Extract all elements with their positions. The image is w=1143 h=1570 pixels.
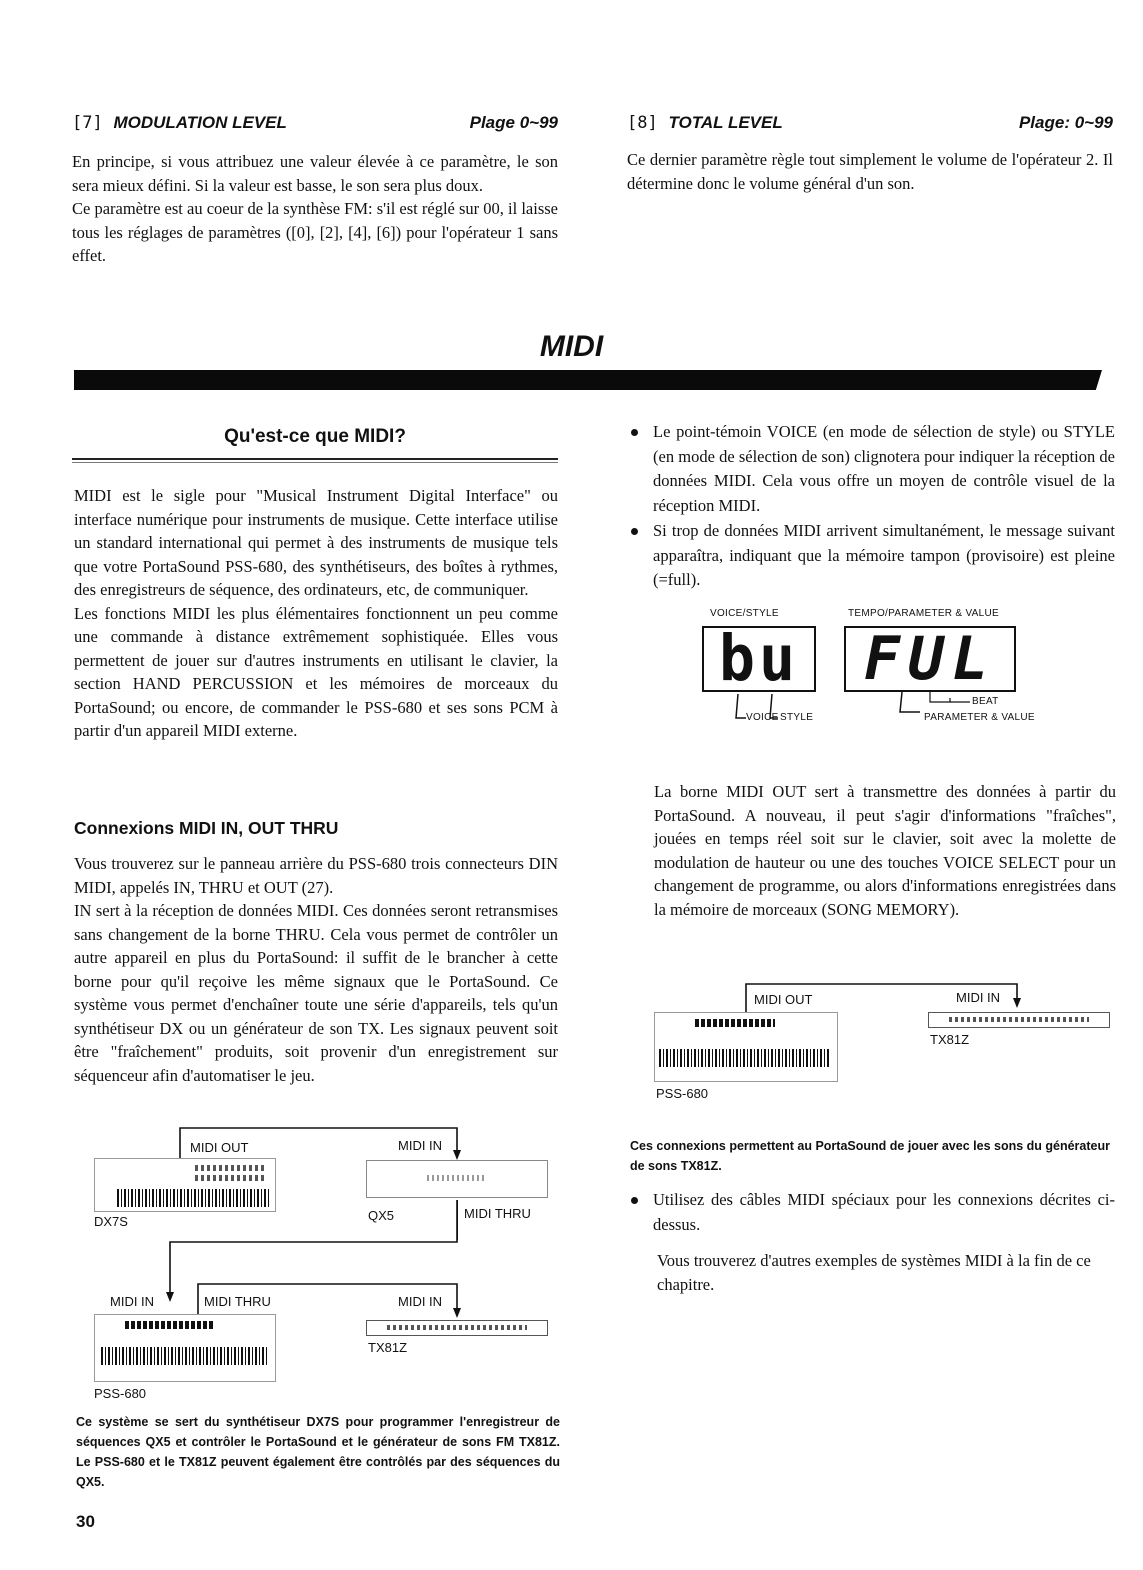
total-level-text: [627, 148, 1113, 195]
cables-list: [627, 1188, 1115, 1238]
what-is-midi-text: [74, 484, 558, 743]
param-range: Plage: 0~99: [1018, 113, 1113, 132]
list-item: Utilisez des câbles MIDI spéciaux pour les connexions décrites ci-dessus.: [627, 1188, 1115, 1237]
param-range: Plage 0~99: [469, 113, 558, 132]
tx81z-unit: [928, 1012, 1110, 1028]
arrow-head: [453, 1308, 461, 1318]
tx81z-label: TX81Z: [368, 1340, 408, 1355]
cable-qx5-thru-to-pss: [170, 1200, 457, 1296]
voice-pointer-label: VOICE: [746, 712, 779, 723]
paragraph: La borne MIDI OUT sert à transmettre des données à partir du PortaSound. A nouveau, il peut s'agir d'informations "fraîches", jouées en temps réel soit sur le clavier, soit avec la molette de modulation de hauteur ou une des touches VOICE SELECT pour un changement de programme, ou alors d'informations enregistrées dans la mémoire de morceaux (SONG MEMORY).: [654, 782, 1116, 919]
label-midi-out: MIDI OUT: [190, 1140, 249, 1155]
label-midi-in: MIDI IN: [956, 990, 1001, 1005]
parameter-pointer-label: PARAMETER & VALUE: [924, 712, 1035, 723]
tempo-parameter-label: TEMPO/PARAMETER & VALUE: [848, 608, 1000, 619]
diagram1-caption: Ce système se sert du synthétiseur DX7S pour programmer l'enregistreur de séquences QX5 et contrôler le PortaSound et le générateur de sons FM TX81Z. Le PSS-680 et le TX81Z peuvent également être contrôlés par des séquences du QX5.: [76, 1415, 560, 1489]
param-title: MODULATION LEVEL: [113, 113, 287, 132]
what-is-midi-heading: Qu'est-ce que MIDI?: [224, 426, 406, 447]
param-code: [8]: [627, 113, 658, 133]
section-title: MIDI: [539, 330, 604, 363]
dx7s-label: DX7S: [94, 1214, 128, 1229]
arrow-head: [1013, 998, 1021, 1008]
closing-text: [657, 1249, 1117, 1296]
paragraph: Vous trouverez d'autres exemples de systèmes MIDI à la fin de ce chapitre.: [657, 1251, 1091, 1294]
list-item: Si trop de données MIDI arrivent simultanément, le message suivant apparaîtra, indiquant que la mémoire tampon (provisoire) est pleine (=full).: [627, 519, 1115, 593]
dx7s-keyboard: [94, 1158, 276, 1212]
heading-underline: [72, 458, 558, 460]
param-title: TOTAL LEVEL: [668, 113, 783, 132]
pss680-keyboard: [654, 1012, 838, 1082]
paragraph: Ce dernier paramètre règle tout simplement le volume de l'opérateur 2. Il détermine donc le volume général d'un son.: [627, 150, 1113, 193]
section-rule: [74, 370, 1102, 390]
diagram2-caption: Ces connexions permettent au PortaSound de jouer avec les sons du générateur de sons TX81Z.: [630, 1139, 1110, 1173]
total-level-header: [627, 113, 1113, 133]
paragraph: Les fonctions MIDI les plus élémentaires fonctionnent un peu comme une commande à distance extrêmement sophistiquée. Elles vous permettent de jouer sur d'autres instruments en utilisant le clavier, la section HAND PERCUSSION et les mémoires de morceaux du PortaSound; ou encore, de commander le PSS-680 et ses sons PCM à partir d'un appareil MIDI externe.: [74, 603, 558, 740]
style-pointer-label: STYLE: [780, 712, 814, 723]
tx81z-label: TX81Z: [930, 1032, 970, 1047]
pss680-label: PSS-680: [94, 1386, 147, 1401]
qx5-label: QX5: [368, 1208, 395, 1223]
label-midi-out: MIDI OUT: [754, 992, 813, 1007]
list-item: Le point-témoin VOICE (en mode de sélection de style) ou STYLE (en mode de sélection de son) clignotera pour indiquer la réception de données MIDI. Cela vous offre un moyen de contrôle visuel de la réception MIDI.: [627, 420, 1115, 518]
pss-to-tx81z-diagram: [650, 980, 1120, 1110]
label-midi-thru: MIDI THRU: [464, 1206, 531, 1221]
beat-pointer-label: BEAT: [972, 696, 999, 707]
label-midi-thru-pss: MIDI THRU: [204, 1294, 271, 1309]
midi-out-text: [654, 780, 1116, 921]
pss680-keyboard: [94, 1314, 276, 1382]
voice-style-label: VOICE/STYLE: [710, 608, 779, 619]
thru-box-line: [457, 1200, 458, 1240]
label-midi-in: MIDI IN: [398, 1138, 443, 1153]
label-midi-in-pss: MIDI IN: [110, 1294, 155, 1309]
pss680-label: PSS-680: [656, 1086, 709, 1101]
display-text-ful: FUL: [863, 626, 997, 692]
modulation-level-text: [72, 150, 558, 268]
paragraph: Ce paramètre est au coeur de la synthèse FM: s'il est réglé sur 00, il laisse tous les réglages de paramètres ([0], [2], [4], [6]) pour l'opérateur 1 sans effet.: [72, 199, 558, 265]
heading-underline-thin: [72, 462, 558, 463]
connexions-heading: Connexions MIDI IN, OUT THRU: [74, 818, 339, 838]
page-number: 30: [76, 1512, 95, 1531]
label-midi-in-tx: MIDI IN: [398, 1294, 443, 1309]
param-code: [7]: [72, 113, 103, 133]
display-text-bu: bu: [718, 626, 800, 692]
modulation-level-header: [72, 113, 558, 133]
paragraph: MIDI est le sigle pour "Musical Instrument Digital Interface" ou interface numérique pour instruments de musique. Cette interface utilise un standard international qui permet à des instruments de musique tels que votre PortaSound PSS-680, des synthétiseurs, des boîtes à rythmes, des enregistreurs de séquence, des ordinateurs, etc, de communiquer.: [74, 486, 558, 599]
midi-indicator-list: [627, 420, 1115, 594]
qx5-unit: [366, 1160, 548, 1198]
arrow-head: [453, 1150, 461, 1160]
arrow-head: [166, 1292, 174, 1302]
tx81z-unit: [366, 1320, 548, 1336]
paragraph: IN sert à la réception de données MIDI. Ces données seront retransmises sans changement de la borne THRU. Cela vous permet de contrôler un autre appareil en plus du PortaSound: il suffit de le brancher à cette borne pour qu'il reçoive les même signaux que le PortaSound. Ce système vous permet d'enchaîner toute une série d'appareils, tels qu'un synthétiseur DX ou un générateur de son TX. Les signaux peuvent soit être "fraîchement" produits, soit provenir d'un enregistrement sur séquenceur afin d'automatiser le jeu.: [74, 901, 558, 1085]
lcd-display-diagram: [680, 600, 1060, 740]
paragraph: Vous trouverez sur le panneau arrière du PSS-680 trois connecteurs DIN MIDI, appelés IN, THRU et OUT (27).: [74, 854, 558, 897]
midi-chain-diagram: [90, 1124, 560, 1404]
connexions-text: [74, 852, 558, 1087]
paragraph: En principe, si vous attribuez une valeur élevée à ce paramètre, le son sera mieux défini. Si la valeur est basse, le son sera plus doux.: [72, 152, 558, 195]
